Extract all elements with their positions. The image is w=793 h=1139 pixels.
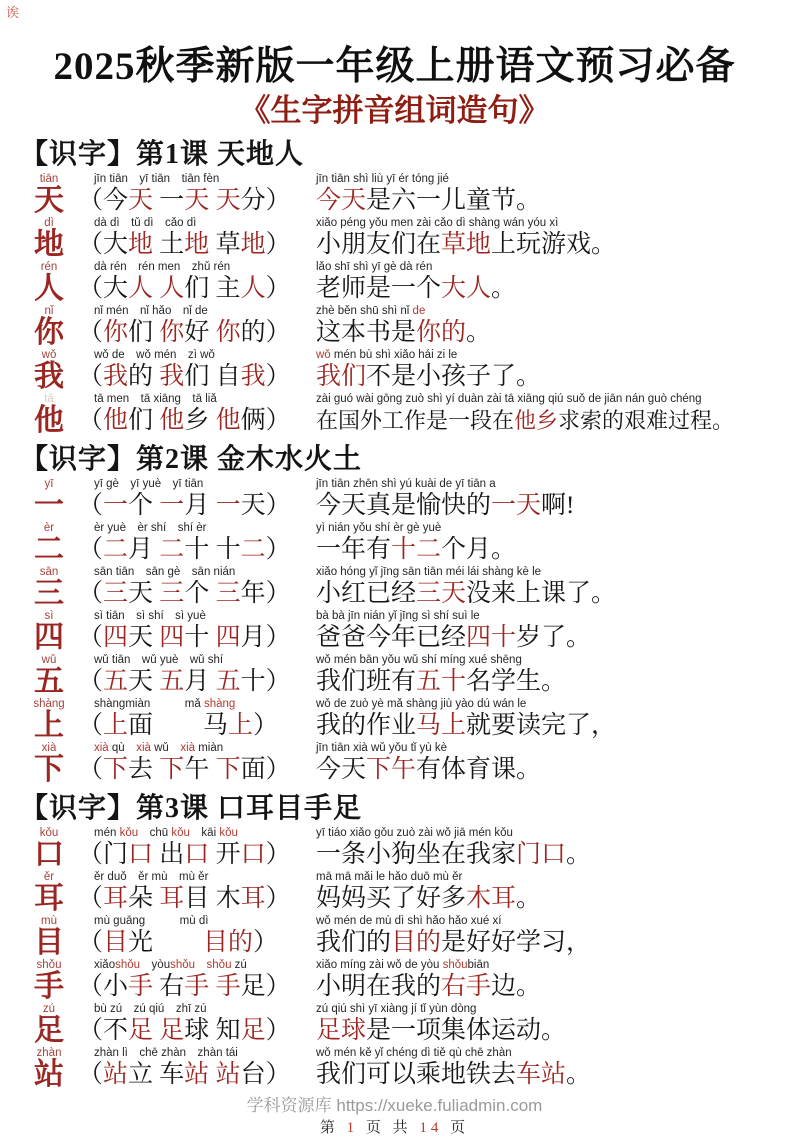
words-column [78,522,316,564]
example-sentence: 爸爸今年已经四十岁了。 [316,624,592,651]
character-pinyin: ěr [43,871,55,883]
sentence-column [316,959,769,1001]
word-group: （目光 目的） [78,929,279,956]
sentence-pinyin: xiǎo péng yǒu men zài cǎo dì shàng wán yóu xì [316,217,559,229]
character-pinyin: rén [40,261,58,273]
word-group: （不足 足球 知足） [78,1017,291,1044]
word-group: （耳朵 耳目 木耳） [78,885,291,912]
word-group: （我的 我们 自我） [78,363,291,390]
words-column [78,610,316,652]
example-sentence: 我们可以乘地铁去车站。 [316,1061,592,1088]
main-character: 上 [34,709,64,742]
word-group: （上面 马上） [78,712,279,739]
main-character-column [20,261,78,304]
main-character-column [20,566,78,609]
words-pinyin: sān tiān sān gè sān nián [94,566,236,578]
sentence-pinyin: wǒ de zuò yè mǎ shàng jiù yào dú wán le [316,698,527,710]
sentence-pinyin: xiǎo míng zài wǒ de yòu shǒubiān [316,959,490,971]
words-column [78,566,316,608]
sentence-pinyin: jīn tiān xià wǔ yǒu tǐ yù kè [316,742,448,754]
sentence-column [316,173,769,215]
words-column [78,349,316,391]
sentence-pinyin: bà bà jīn nián yǐ jīng sì shí suì le [316,610,480,622]
sentence-pinyin: wǒ mén bān yǒu wǔ shí míng xué shēng [316,654,522,666]
main-character: 四 [34,621,64,654]
main-character: 下 [34,753,64,786]
character-row [20,1047,769,1091]
character-pinyin: èr [43,522,55,534]
sentence-pinyin: wǒ mén bù shì xiǎo hái zi le [316,349,458,361]
corner-mark: 诶 [6,5,20,20]
main-character-column [20,478,78,521]
word-group: （三天 三个 三年） [78,580,291,607]
words-pinyin: dà rén rén men zhǔ rén [94,261,231,273]
section-heading: 【识字】第3课 口耳目手足 [20,793,363,824]
sentence-column [316,566,769,608]
word-group: （门口 出口 开口） [78,841,291,868]
character-pinyin: zhàn [36,1047,62,1059]
character-pinyin: xià [41,742,57,754]
main-character-column [20,959,78,1002]
words-column [78,1047,316,1089]
character-row [20,698,769,742]
word-group: （二月 二十 十二） [78,536,291,563]
section-rows [20,173,769,437]
character-pinyin: kǒu [39,827,59,839]
words-pinyin: mén kǒu chū kǒu kāi kǒu [94,827,238,839]
sentence-column [316,522,769,564]
lesson-section [20,792,769,1091]
words-pinyin: jīn tiān yī tiān tiān fèn [94,173,220,185]
character-row [20,173,769,217]
sentence-column [316,393,769,435]
example-sentence: 妈妈买了好多木耳。 [316,885,542,912]
words-pinyin: xiǎoshǒu yòushǒu shǒu zú [94,959,247,971]
main-character-column [20,217,78,260]
section-rows [20,827,769,1091]
character-pinyin: shǒu [36,959,62,971]
main-character-column [20,871,78,914]
example-sentence: 我们的目的是好好学习， [316,929,592,956]
character-pinyin: sì [44,610,54,622]
character-pinyin: mù [41,915,57,927]
main-character-column [20,1047,78,1090]
words-column [78,959,316,1001]
character-pinyin: wǔ [41,654,57,666]
sentence-column [316,742,769,784]
words-pinyin: nǐ mén nǐ hǎo nǐ de [94,305,208,317]
character-row [20,393,769,437]
words-column [78,871,316,913]
words-column [78,654,316,696]
example-sentence: 今天下午有体育课。 [316,756,542,783]
sections-container [20,138,769,1091]
main-character-column [20,349,78,392]
word-group: （大地 土地 草地） [78,231,291,258]
sentence-column [316,349,769,391]
character-pinyin: shàng [33,698,65,710]
main-character: 一 [34,489,64,522]
sentence-column [316,478,769,520]
main-character-column [20,654,78,697]
character-row [20,261,769,305]
example-sentence: 我的作业马上就要读完了， [316,712,617,739]
main-character: 人 [34,272,64,305]
words-pinyin: ěr duǒ ěr mù mù ěr [94,871,209,883]
page-subtitle: 《生字拼音组词造句》 [239,93,550,128]
main-character: 天 [34,184,64,217]
page-number: 第 1 页 共 14 页 [319,1120,470,1136]
sentence-column [316,217,769,259]
sentence-column [316,698,769,740]
example-sentence: 小红已经三天没来上课了。 [316,580,617,607]
example-sentence: 今天真是愉快的一天啊! [316,492,575,519]
character-pinyin: nǐ [44,305,54,317]
character-row [20,742,769,786]
sentence-column [316,305,769,347]
word-group: （你们 你好 你的） [78,319,291,346]
example-sentence: 在国外工作是一段在他乡求索的艰难过程。 [316,408,735,433]
words-pinyin: zhàn lì chē zhàn zhàn tái [94,1047,238,1059]
words-column [78,261,316,303]
character-row [20,522,769,566]
main-character-column [20,698,78,741]
sentence-pinyin: zhè běn shū shì nǐ de [316,305,426,317]
character-row [20,871,769,915]
character-row [20,959,769,1003]
character-row [20,654,769,698]
main-character: 地 [34,228,64,261]
word-group: （四天 四十 四月） [78,624,291,651]
sentence-pinyin: jīn tiān zhēn shì yú kuài de yī tiān a [316,478,496,490]
main-character-column [20,1003,78,1046]
words-column [78,173,316,215]
character-row [20,610,769,654]
watermark-link: 学科资源库 https://xueke.fuliadmin.com [246,1096,543,1115]
sentence-column [316,827,769,869]
sentence-column [316,915,769,957]
words-column [78,1003,316,1045]
main-character: 五 [34,665,64,698]
character-pinyin: sān [39,566,59,578]
words-pinyin: èr yuè èr shí shí èr [94,522,207,534]
words-pinyin: sì tiān sì shí sì yuè [94,610,206,622]
example-sentence: 小明在我的右手边。 [316,973,542,1000]
sentence-column [316,1047,769,1089]
words-pinyin: xià qù xià wǔ xià miàn [94,742,224,754]
main-character-column [20,610,78,653]
main-character: 你 [34,316,64,349]
sentence-pinyin: jīn tiān shì liù yī ér tóng jié [316,173,449,185]
sentence-column [316,654,769,696]
section-heading: 【识字】第2课 金木水火土 [20,444,363,475]
character-row [20,349,769,393]
sentence-pinyin: xiǎo hóng yǐ jīng sān tiān méi lái shàng kè le [316,566,542,578]
character-pinyin: yī [44,478,54,490]
main-character-column [20,522,78,565]
sentence-column [316,1003,769,1045]
words-column [78,698,316,740]
character-pinyin: dì [44,217,54,229]
example-sentence: 这本书是你的。 [316,319,492,346]
main-character-column [20,393,78,436]
example-sentence: 一条小狗坐在我家门口。 [316,841,592,868]
sentence-pinyin: wǒ mén kě yǐ chéng dì tiě qù chē zhàn [316,1047,512,1059]
main-character: 目 [34,926,64,959]
words-pinyin: dà dì tǔ dì cǎo dì [94,217,197,229]
sentence-pinyin: yì nián yǒu shí èr gè yuè [316,522,442,534]
words-pinyin: tā men tā xiāng tā liǎ [94,393,217,405]
main-character-column [20,305,78,348]
main-character-column [20,742,78,785]
words-column [78,827,316,869]
words-column [78,305,316,347]
word-group: （小手 右手 手足） [78,973,291,1000]
main-character: 口 [34,838,64,871]
main-character: 他 [34,404,64,437]
character-row [20,305,769,349]
words-pinyin: yī gè yī yuè yī tiān [94,478,204,490]
example-sentence: 足球是一项集体运动。 [316,1017,567,1044]
page-title: 2025秋季新版一年级上册语文预习必备 [53,45,736,88]
words-column [78,217,316,259]
example-sentence: 今天是六一儿童节。 [316,187,542,214]
words-column [78,393,316,435]
words-column [78,478,316,520]
word-group: （下去 下午 下面） [78,756,291,783]
lesson-section [20,443,769,786]
sentence-column [316,610,769,652]
words-column [78,915,316,957]
section-heading: 【识字】第1课 天地人 [20,139,305,170]
character-pinyin: zú [42,1003,56,1015]
sentence-pinyin: zú qiú shì yī xiàng jí tǐ yùn dòng [316,1003,477,1015]
words-pinyin: wǒ de wǒ mén zì wǒ [94,349,215,361]
words-column [78,742,316,784]
words-pinyin: bù zú zú qiú zhī zú [94,1003,207,1015]
example-sentence: 我们不是小孩子了。 [316,363,542,390]
lesson-section [20,138,769,437]
word-group: （大人 人们 主人） [78,275,291,302]
main-character-column [20,827,78,870]
character-pinyin: wǒ [41,349,57,361]
main-character: 耳 [34,882,64,915]
main-character: 足 [34,1014,64,1047]
character-row [20,217,769,261]
words-pinyin: mù guāng mù dì [94,915,209,927]
character-row [20,478,769,522]
example-sentence: 我们班有五十名学生。 [316,668,567,695]
example-sentence: 一年有十二个月。 [316,536,517,563]
word-group: （站立 车站 站台） [78,1061,291,1088]
character-pinyin: tā [44,393,54,405]
page-footer [20,1095,769,1139]
main-character: 站 [34,1058,64,1091]
main-character-column [20,915,78,958]
sentence-column [316,871,769,913]
word-group: （五天 五月 五十） [78,668,291,695]
sentence-pinyin: mā mā mǎi le hǎo duō mù ěr [316,871,463,883]
character-row [20,827,769,871]
example-sentence: 小朋友们在草地上玩游戏。 [316,231,617,258]
words-pinyin: shàngmiàn mǎ shàng [94,698,236,710]
main-character: 二 [34,533,64,566]
sentence-pinyin: yī tiáo xiǎo gǒu zuò zài wǒ jiā mén kǒu [316,827,513,839]
character-pinyin: tiān [39,173,59,185]
character-row [20,915,769,959]
word-group: （他们 他乡 他俩） [78,407,291,434]
section-rows [20,478,769,786]
character-row [20,566,769,610]
main-character-column [20,173,78,216]
character-row [20,1003,769,1047]
sentence-pinyin: wǒ mén de mù dì shì hǎo hǎo xué xí [316,915,502,927]
word-group: （今天 一天 天分） [78,187,291,214]
sentence-pinyin: zài guó wài gōng zuò shì yí duàn zài tā xiāng qiú suǒ de jiān nán guò chéng [316,393,702,405]
main-character: 我 [34,360,64,393]
main-character: 手 [34,970,64,1003]
example-sentence: 老师是一个大人。 [316,275,517,302]
words-pinyin: wǔ tiān wǔ yuè wǔ shí [94,654,224,666]
main-character: 三 [34,577,64,610]
sentence-column [316,261,769,303]
word-group: （一个 一月 一天） [78,492,291,519]
sentence-pinyin: lǎo shī shì yī gè dà rén [316,261,433,273]
